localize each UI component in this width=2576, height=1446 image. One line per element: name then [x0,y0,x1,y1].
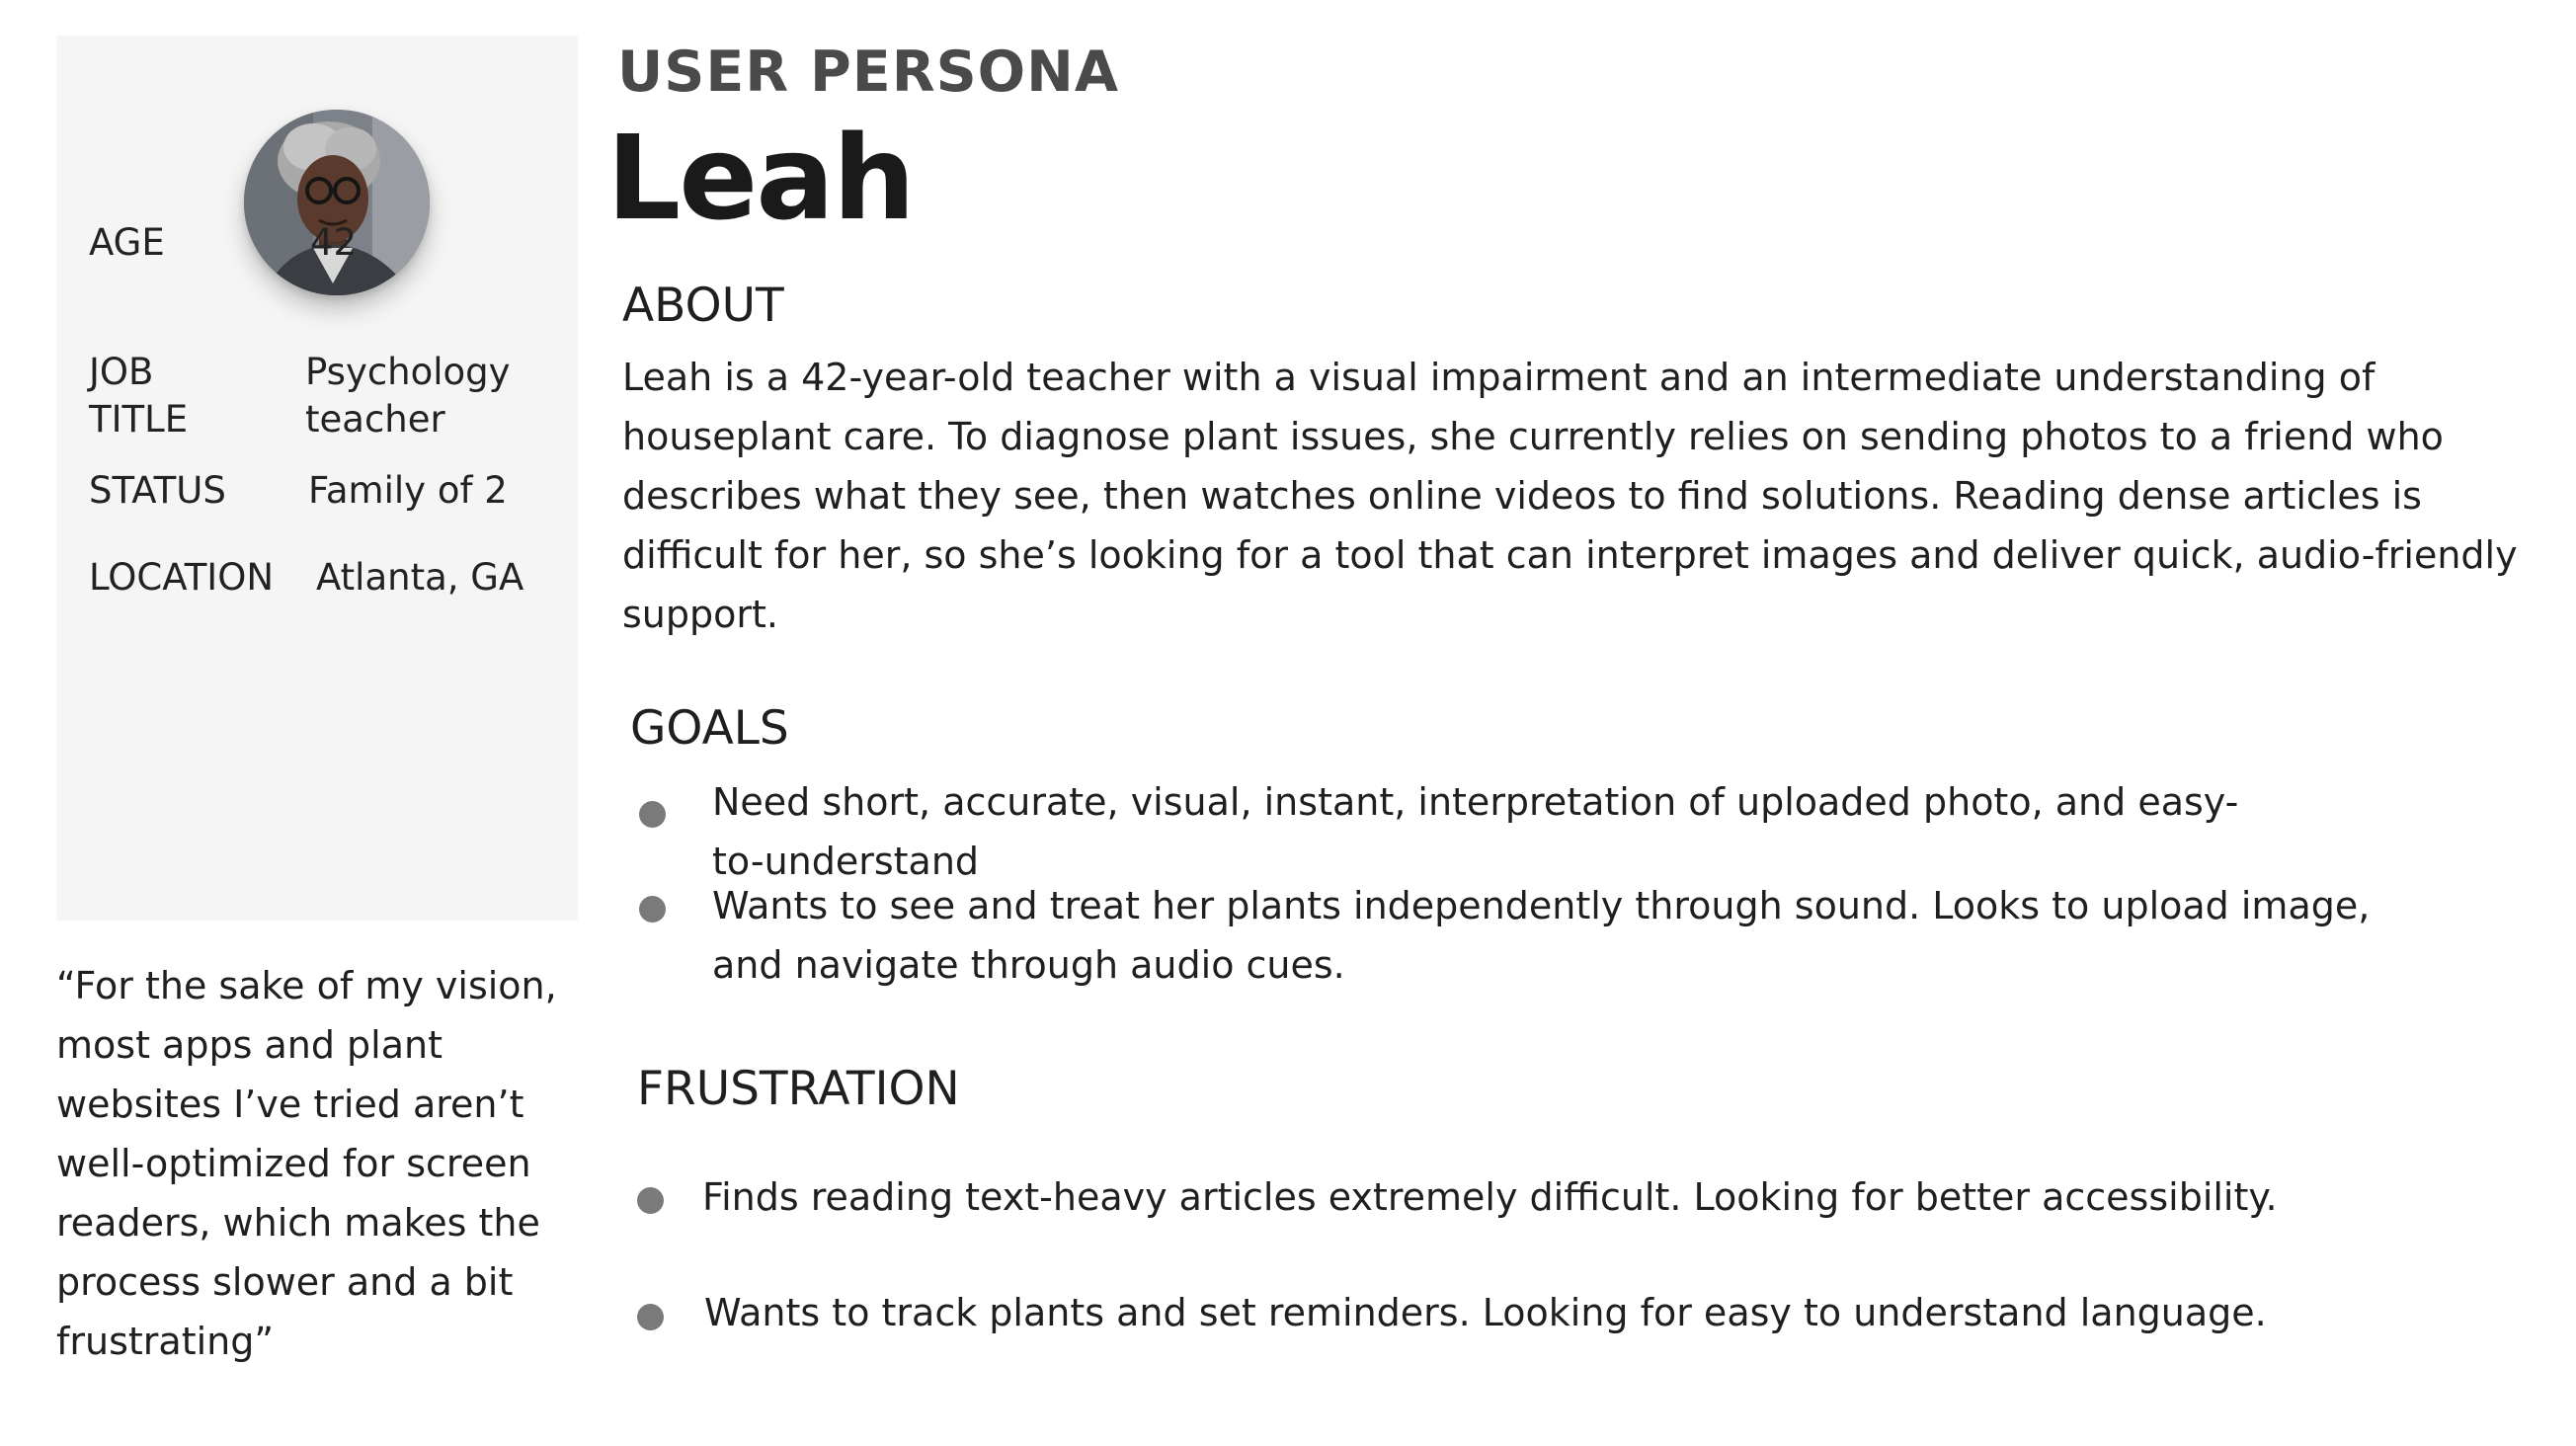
persona-quote: “For the sake of my vision, most apps and plant websites I’ve tried aren’t well-optimized for screen readers, which makes the process slower and a bit frustrating” [56,964,557,1363]
about-text: Leah is a 42-year-old teacher with a visual impairment and an intermediate understanding of houseplant care. To diagnose plant issues, she currently relies on sending photos to a friend who describes what they see, then watches online videos to find solutions. Reading dense articles is difficult for her, so she’s looking for a tool that can interpret images and deliver quick, audio-friendly support. [622,356,2518,636]
location-value: Atlanta, GA [316,556,524,599]
age-label: AGE [89,221,165,264]
about-heading: ABOUT [622,279,784,333]
goal-item: Wants to see and treat her plants independently through sound. Looks to upload image, and navigate through audio cues. [712,884,2371,987]
frustration-heading: FRUSTRATION [637,1062,960,1116]
page-eyebrow: USER PERSONA [617,40,1119,105]
job-title-label-line2: TITLE [89,398,189,441]
status-label: STATUS [89,469,226,512]
frustration-item: Finds reading text-heavy articles extremely difficult. Looking for better accessibility. [702,1175,2278,1219]
status-value: Family of 2 [308,469,508,512]
goals-heading: GOALS [630,701,789,756]
page-title: Leah [606,110,914,246]
bullet-icon [637,1304,664,1330]
bullet-icon [639,896,666,923]
job-title-label-line1: JOB [89,351,154,393]
bullet-icon [639,801,666,828]
goal-item: Need short, accurate, visual, instant, interpretation of uploaded photo, and easy-to-understand [712,780,2239,883]
frustration-item: Wants to track plants and set reminders. Looking for easy to understand language. [704,1291,2267,1334]
portrait-image [244,110,430,295]
avatar [244,110,430,295]
job-title-value-line1: Psychology [305,351,511,393]
bullet-icon [637,1187,664,1214]
location-label: LOCATION [89,556,275,599]
job-title-value-line2: teacher [305,398,445,441]
age-value: 42 [310,221,358,264]
profile-card [56,36,578,921]
